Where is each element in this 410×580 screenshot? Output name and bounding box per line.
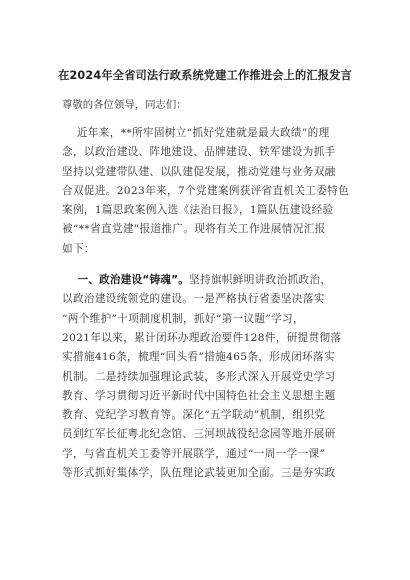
salutation: 尊敬的各位领导，同志们： [62, 99, 187, 111]
text-line: 实措施416条，梳理“回头看”措施465条，形成闭环落实 [62, 351, 335, 364]
document-title: 在2024年全省司法行政系统党建工作推进会上的汇报发言 [58, 69, 352, 82]
text-line: “两个维护”十项制度机制，抓好“第一议题”学习， [62, 312, 304, 325]
text-line: 学，与省直机关工委等开展联学，通过“一周一学一课” [62, 447, 326, 460]
text-line: 案例，1篇思政案例入选《法治日报》，1篇队伍建设经验 [62, 204, 334, 217]
text-line [62, 271, 374, 290]
document-body [62, 124, 374, 483]
text-line: 等形式抓好集体学，队伍理论武装更加全面。三是夯实政 [62, 467, 336, 480]
paragraph-intro [62, 124, 374, 259]
paragraph-spacer [62, 259, 374, 271]
text-line: 员到红军长征粤北纪念馆、三河坝战役纪念园等地开展研 [62, 428, 336, 441]
text-line: 教育、学习贯彻习近平新时代中国特色社会主义思想主题 [62, 389, 336, 402]
text-line: 近年来，**所牢固树立“抓好党建就是最大政绩”的理 [62, 127, 330, 139]
text-line: 如下： [62, 242, 95, 255]
text-line: 念，以政治建设、阵地建设、品牌建设、铁军建设为抓手 [62, 146, 336, 159]
text-line: 2021年以来，累计闭环办理政治要件128件，研提贯彻落 [62, 331, 342, 344]
text-line: 合双促进。2023年来，7个党建案例获评省直机关工委特色 [62, 184, 350, 197]
text-line: 教育、党纪学习教育等。深化“五学联动”机制，组织党 [62, 409, 326, 422]
text-line: 被“**省直党建”报道推广。现将有关工作进展情况汇报 [62, 223, 326, 236]
paragraph-political-construction [62, 271, 374, 483]
text-line: 机制。二是持续加强理论武装，多形式深入开展党史学习 [62, 370, 336, 383]
text-line: 坚持以党建带队建、以队建促发展，推动党建与业务双融 [62, 165, 336, 178]
section-heading: 一、政治建设“铸魂”。 [62, 274, 190, 287]
text-line: 以政治建设统领党的建设。一是严格执行省委坚决落实 [62, 293, 325, 306]
text-run: 坚持旗帜鲜明讲政治抓政治， [189, 274, 332, 287]
